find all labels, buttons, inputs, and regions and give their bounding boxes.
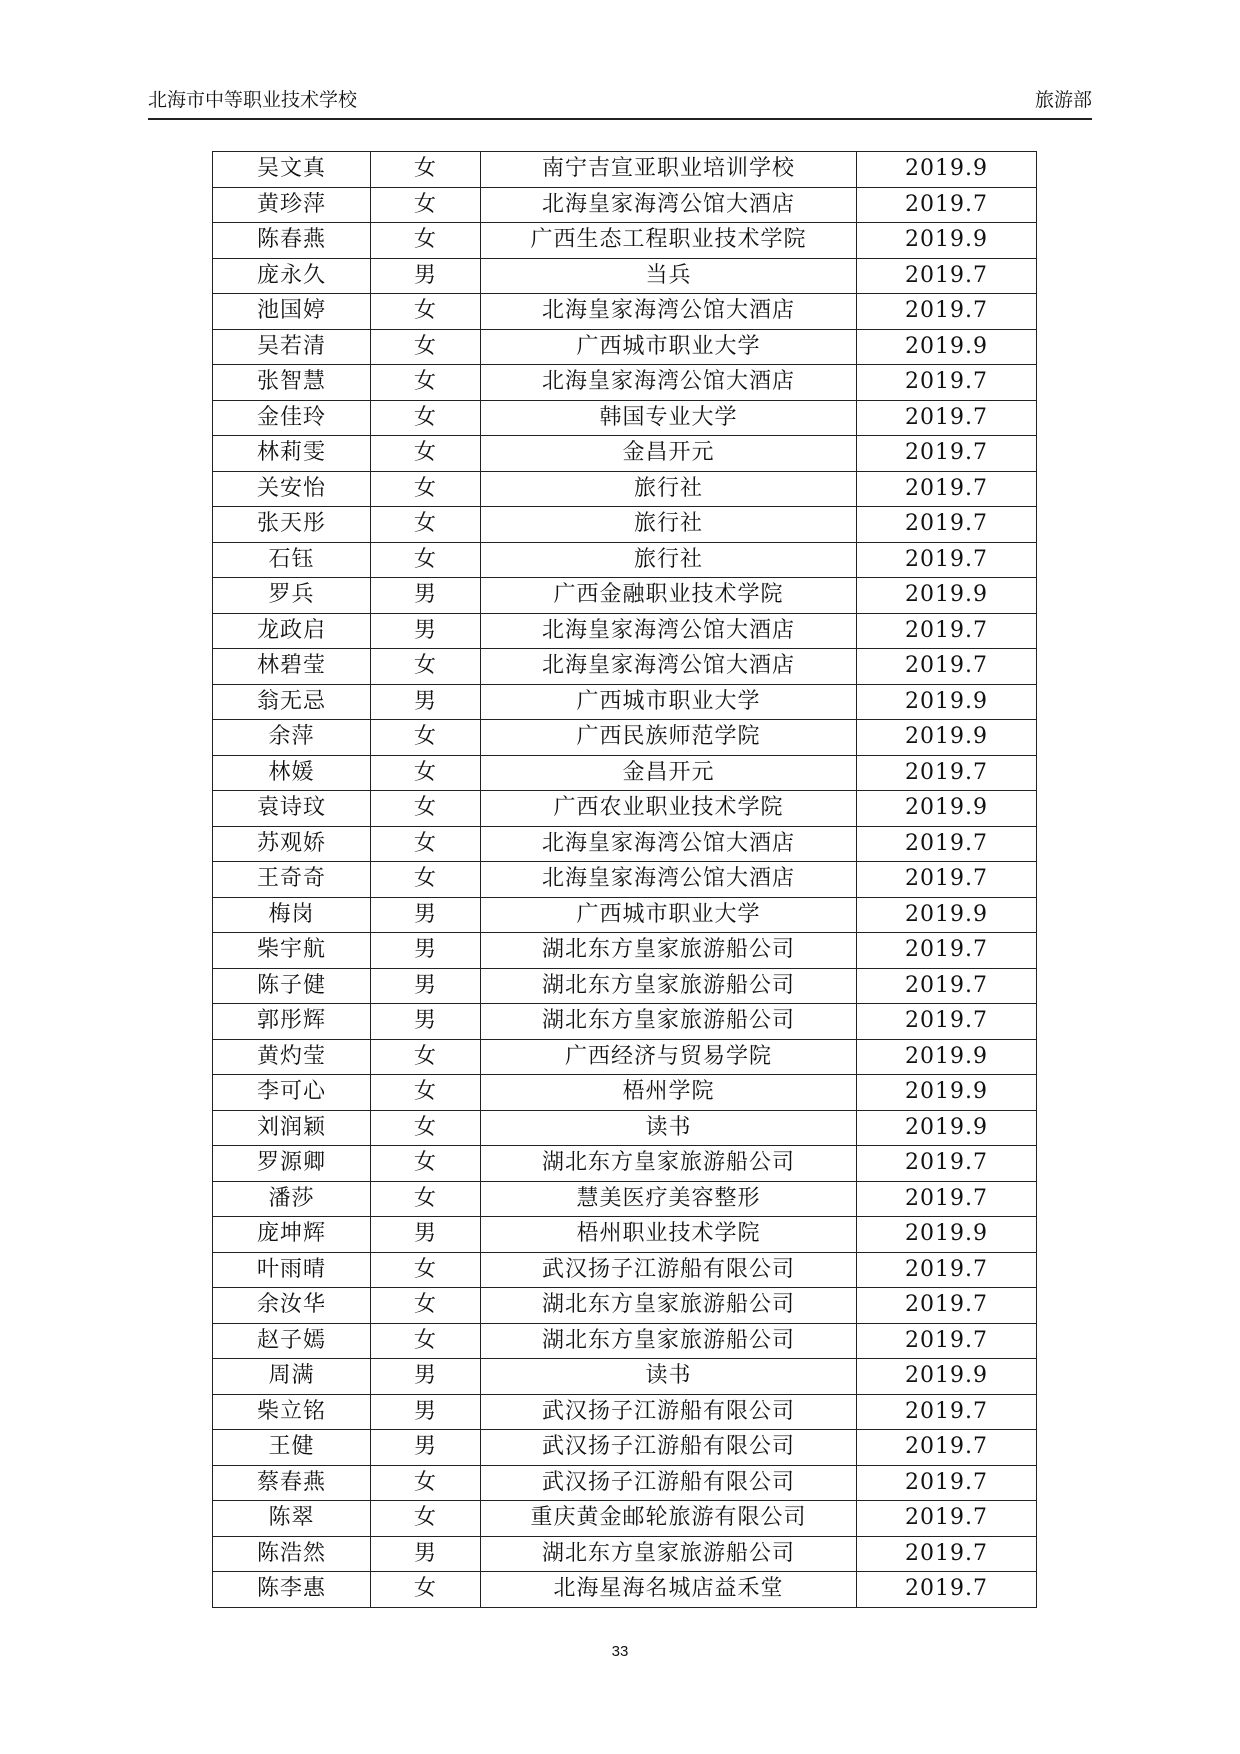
gender-cell: 男 xyxy=(371,933,481,969)
gender-cell: 女 xyxy=(371,507,481,543)
date-cell: 2019.7 xyxy=(857,187,1037,223)
student-name-cell: 张天彤 xyxy=(213,507,371,543)
destination-cell: 旅行社 xyxy=(481,471,857,507)
date-cell: 2019.7 xyxy=(857,755,1037,791)
date-cell: 2019.9 xyxy=(857,223,1037,259)
gender-cell: 女 xyxy=(371,1288,481,1324)
department-name: 旅游部 xyxy=(1034,89,1092,111)
gender-cell: 女 xyxy=(371,187,481,223)
destination-cell: 北海皇家海湾公馆大酒店 xyxy=(481,294,857,330)
student-name-cell: 张智慧 xyxy=(213,365,371,401)
date-cell: 2019.7 xyxy=(857,862,1037,898)
student-name-cell: 郭彤辉 xyxy=(213,1004,371,1040)
gender-cell: 男 xyxy=(371,1394,481,1430)
destination-cell: 广西民族师范学院 xyxy=(481,720,857,756)
date-cell: 2019.7 xyxy=(857,400,1037,436)
date-cell: 2019.7 xyxy=(857,1394,1037,1430)
date-cell: 2019.7 xyxy=(857,1430,1037,1466)
date-cell: 2019.7 xyxy=(857,1181,1037,1217)
destination-cell: 广西城市职业大学 xyxy=(481,684,857,720)
table-row xyxy=(213,1359,1037,1395)
table-row xyxy=(213,294,1037,330)
gender-cell: 男 xyxy=(371,897,481,933)
table-row xyxy=(213,400,1037,436)
destination-cell: 北海皇家海湾公馆大酒店 xyxy=(481,826,857,862)
destination-cell: 湖北东方皇家旅游船公司 xyxy=(481,1146,857,1182)
date-cell: 2019.7 xyxy=(857,542,1037,578)
destination-cell: 慧美医疗美容整形 xyxy=(481,1181,857,1217)
destination-cell: 湖北东方皇家旅游船公司 xyxy=(481,933,857,969)
destination-cell: 旅行社 xyxy=(481,507,857,543)
student-name-cell: 庞永久 xyxy=(213,258,371,294)
date-cell: 2019.7 xyxy=(857,258,1037,294)
date-cell: 2019.7 xyxy=(857,1004,1037,1040)
date-cell: 2019.7 xyxy=(857,471,1037,507)
gender-cell: 女 xyxy=(371,223,481,259)
destination-cell: 武汉扬子江游船有限公司 xyxy=(481,1430,857,1466)
date-cell: 2019.9 xyxy=(857,897,1037,933)
student-name-cell: 金佳玲 xyxy=(213,400,371,436)
gender-cell: 女 xyxy=(371,542,481,578)
date-cell: 2019.7 xyxy=(857,294,1037,330)
destination-cell: 重庆黄金邮轮旅游有限公司 xyxy=(481,1501,857,1537)
table-row xyxy=(213,507,1037,543)
student-name-cell: 吴文真 xyxy=(213,152,371,188)
table-row xyxy=(213,1323,1037,1359)
destination-cell: 广西城市职业大学 xyxy=(481,329,857,365)
gender-cell: 女 xyxy=(371,1039,481,1075)
destination-cell: 湖北东方皇家旅游船公司 xyxy=(481,1323,857,1359)
student-name-cell: 陈李惠 xyxy=(213,1572,371,1608)
table-row xyxy=(213,613,1037,649)
date-cell: 2019.7 xyxy=(857,365,1037,401)
gender-cell: 男 xyxy=(371,684,481,720)
table-row xyxy=(213,755,1037,791)
table-row xyxy=(213,1075,1037,1111)
gender-cell: 女 xyxy=(371,1323,481,1359)
table-body xyxy=(213,152,1037,1608)
student-name-cell: 陈子健 xyxy=(213,968,371,1004)
table-row xyxy=(213,1146,1037,1182)
destination-cell: 梧州学院 xyxy=(481,1075,857,1111)
student-name-cell: 余萍 xyxy=(213,720,371,756)
gender-cell: 女 xyxy=(371,720,481,756)
gender-cell: 女 xyxy=(371,294,481,330)
student-name-cell: 吴若清 xyxy=(213,329,371,365)
table-row xyxy=(213,684,1037,720)
gender-cell: 女 xyxy=(371,1181,481,1217)
destination-cell: 北海皇家海湾公馆大酒店 xyxy=(481,187,857,223)
date-cell: 2019.9 xyxy=(857,1039,1037,1075)
gender-cell: 女 xyxy=(371,862,481,898)
date-cell: 2019.7 xyxy=(857,436,1037,472)
student-name-cell: 刘润颖 xyxy=(213,1110,371,1146)
table-row xyxy=(213,187,1037,223)
date-cell: 2019.7 xyxy=(857,507,1037,543)
table-row xyxy=(213,258,1037,294)
table-row xyxy=(213,720,1037,756)
gender-cell: 女 xyxy=(371,826,481,862)
student-name-cell: 叶雨晴 xyxy=(213,1252,371,1288)
student-name-cell: 蔡春燕 xyxy=(213,1465,371,1501)
destination-cell: 旅行社 xyxy=(481,542,857,578)
destination-cell: 湖北东方皇家旅游船公司 xyxy=(481,1536,857,1572)
student-name-cell: 陈春燕 xyxy=(213,223,371,259)
gender-cell: 男 xyxy=(371,1536,481,1572)
gender-cell: 男 xyxy=(371,613,481,649)
table-row xyxy=(213,471,1037,507)
table-row xyxy=(213,1004,1037,1040)
table-row xyxy=(213,1110,1037,1146)
student-name-cell: 袁诗玟 xyxy=(213,791,371,827)
page-header xyxy=(148,86,1092,120)
date-cell: 2019.7 xyxy=(857,1252,1037,1288)
table-row xyxy=(213,1394,1037,1430)
date-cell: 2019.9 xyxy=(857,791,1037,827)
student-name-cell: 陈浩然 xyxy=(213,1536,371,1572)
student-name-cell: 林碧莹 xyxy=(213,649,371,685)
gender-cell: 女 xyxy=(371,1501,481,1537)
table-row xyxy=(213,1217,1037,1253)
gender-cell: 女 xyxy=(371,329,481,365)
date-cell: 2019.7 xyxy=(857,613,1037,649)
destination-cell: 广西生态工程职业技术学院 xyxy=(481,223,857,259)
student-name-cell: 柴宇航 xyxy=(213,933,371,969)
destination-cell: 金昌开元 xyxy=(481,755,857,791)
student-name-cell: 陈翠 xyxy=(213,1501,371,1537)
gender-cell: 女 xyxy=(371,1465,481,1501)
date-cell: 2019.9 xyxy=(857,684,1037,720)
gender-cell: 男 xyxy=(371,1359,481,1395)
table-row xyxy=(213,1181,1037,1217)
date-cell: 2019.7 xyxy=(857,1288,1037,1324)
date-cell: 2019.7 xyxy=(857,1323,1037,1359)
destination-cell: 金昌开元 xyxy=(481,436,857,472)
date-cell: 2019.7 xyxy=(857,1572,1037,1608)
date-cell: 2019.7 xyxy=(857,1146,1037,1182)
date-cell: 2019.7 xyxy=(857,1465,1037,1501)
table-row xyxy=(213,329,1037,365)
table-row xyxy=(213,1501,1037,1537)
destination-cell: 湖北东方皇家旅游船公司 xyxy=(481,968,857,1004)
table-row xyxy=(213,862,1037,898)
destination-cell: 北海星海名城店益禾堂 xyxy=(481,1572,857,1608)
gender-cell: 女 xyxy=(371,1572,481,1608)
gender-cell: 男 xyxy=(371,258,481,294)
student-name-cell: 黄灼莹 xyxy=(213,1039,371,1075)
gender-cell: 男 xyxy=(371,968,481,1004)
table-row xyxy=(213,1430,1037,1466)
gender-cell: 女 xyxy=(371,152,481,188)
date-cell: 2019.9 xyxy=(857,720,1037,756)
graduate-destination-table xyxy=(212,151,1037,1608)
gender-cell: 女 xyxy=(371,1110,481,1146)
student-name-cell: 林莉雯 xyxy=(213,436,371,472)
date-cell: 2019.7 xyxy=(857,649,1037,685)
date-cell: 2019.7 xyxy=(857,968,1037,1004)
gender-cell: 女 xyxy=(371,1075,481,1111)
student-name-cell: 林媛 xyxy=(213,755,371,791)
gender-cell: 女 xyxy=(371,791,481,827)
destination-cell: 北海皇家海湾公馆大酒店 xyxy=(481,862,857,898)
table-row xyxy=(213,1572,1037,1608)
date-cell: 2019.7 xyxy=(857,933,1037,969)
gender-cell: 男 xyxy=(371,578,481,614)
student-name-cell: 黄珍萍 xyxy=(213,187,371,223)
table-row xyxy=(213,1465,1037,1501)
student-name-cell: 关安怡 xyxy=(213,471,371,507)
table-row xyxy=(213,649,1037,685)
school-name: 北海市中等职业技术学校 xyxy=(148,89,358,111)
table-row xyxy=(213,1288,1037,1324)
table-row xyxy=(213,1536,1037,1572)
student-name-cell: 罗兵 xyxy=(213,578,371,614)
destination-cell: 广西经济与贸易学院 xyxy=(481,1039,857,1075)
gender-cell: 女 xyxy=(371,1146,481,1182)
gender-cell: 男 xyxy=(371,1004,481,1040)
table-row xyxy=(213,968,1037,1004)
destination-cell: 湖北东方皇家旅游船公司 xyxy=(481,1288,857,1324)
table-row xyxy=(213,791,1037,827)
table-row xyxy=(213,1252,1037,1288)
student-name-cell: 罗源卿 xyxy=(213,1146,371,1182)
destination-cell: 武汉扬子江游船有限公司 xyxy=(481,1465,857,1501)
student-name-cell: 苏观娇 xyxy=(213,826,371,862)
student-name-cell: 梅岗 xyxy=(213,897,371,933)
table-row xyxy=(213,152,1037,188)
table-row xyxy=(213,826,1037,862)
date-cell: 2019.9 xyxy=(857,1075,1037,1111)
gender-cell: 男 xyxy=(371,1430,481,1466)
date-cell: 2019.7 xyxy=(857,826,1037,862)
destination-cell: 湖北东方皇家旅游船公司 xyxy=(481,1004,857,1040)
destination-cell: 广西农业职业技术学院 xyxy=(481,791,857,827)
gender-cell: 女 xyxy=(371,755,481,791)
date-cell: 2019.9 xyxy=(857,152,1037,188)
date-cell: 2019.9 xyxy=(857,1359,1037,1395)
student-name-cell: 池国婷 xyxy=(213,294,371,330)
gender-cell: 女 xyxy=(371,400,481,436)
destination-cell: 武汉扬子江游船有限公司 xyxy=(481,1252,857,1288)
destination-cell: 北海皇家海湾公馆大酒店 xyxy=(481,365,857,401)
gender-cell: 女 xyxy=(371,436,481,472)
gender-cell: 男 xyxy=(371,1217,481,1253)
student-name-cell: 周满 xyxy=(213,1359,371,1395)
destination-cell: 广西金融职业技术学院 xyxy=(481,578,857,614)
table-row xyxy=(213,897,1037,933)
gender-cell: 女 xyxy=(371,365,481,401)
student-name-cell: 李可心 xyxy=(213,1075,371,1111)
destination-cell: 读书 xyxy=(481,1110,857,1146)
student-name-cell: 赵子嫣 xyxy=(213,1323,371,1359)
gender-cell: 女 xyxy=(371,1252,481,1288)
student-name-cell: 翁无忌 xyxy=(213,684,371,720)
destination-cell: 韩国专业大学 xyxy=(481,400,857,436)
student-name-cell: 柴立铭 xyxy=(213,1394,371,1430)
student-name-cell: 龙政启 xyxy=(213,613,371,649)
table-row xyxy=(213,365,1037,401)
table-row xyxy=(213,933,1037,969)
date-cell: 2019.7 xyxy=(857,1536,1037,1572)
destination-cell: 读书 xyxy=(481,1359,857,1395)
destination-cell: 梧州职业技术学院 xyxy=(481,1217,857,1253)
gender-cell: 女 xyxy=(371,471,481,507)
date-cell: 2019.9 xyxy=(857,1110,1037,1146)
date-cell: 2019.9 xyxy=(857,578,1037,614)
gender-cell: 女 xyxy=(371,649,481,685)
student-name-cell: 潘莎 xyxy=(213,1181,371,1217)
table-row xyxy=(213,578,1037,614)
student-name-cell: 王奇奇 xyxy=(213,862,371,898)
table-row xyxy=(213,542,1037,578)
destination-cell: 广西城市职业大学 xyxy=(481,897,857,933)
table-row xyxy=(213,223,1037,259)
date-cell: 2019.9 xyxy=(857,1217,1037,1253)
table-row xyxy=(213,436,1037,472)
student-name-cell: 余汝华 xyxy=(213,1288,371,1324)
student-name-cell: 庞坤辉 xyxy=(213,1217,371,1253)
destination-cell: 武汉扬子江游船有限公司 xyxy=(481,1394,857,1430)
destination-cell: 北海皇家海湾公馆大酒店 xyxy=(481,649,857,685)
destination-cell: 北海皇家海湾公馆大酒店 xyxy=(481,613,857,649)
student-name-cell: 石钰 xyxy=(213,542,371,578)
page-number: 33 xyxy=(611,1643,629,1660)
table-row xyxy=(213,1039,1037,1075)
destination-cell: 南宁吉宣亚职业培训学校 xyxy=(481,152,857,188)
date-cell: 2019.9 xyxy=(857,329,1037,365)
destination-cell: 当兵 xyxy=(481,258,857,294)
date-cell: 2019.7 xyxy=(857,1501,1037,1537)
student-name-cell: 王健 xyxy=(213,1430,371,1466)
